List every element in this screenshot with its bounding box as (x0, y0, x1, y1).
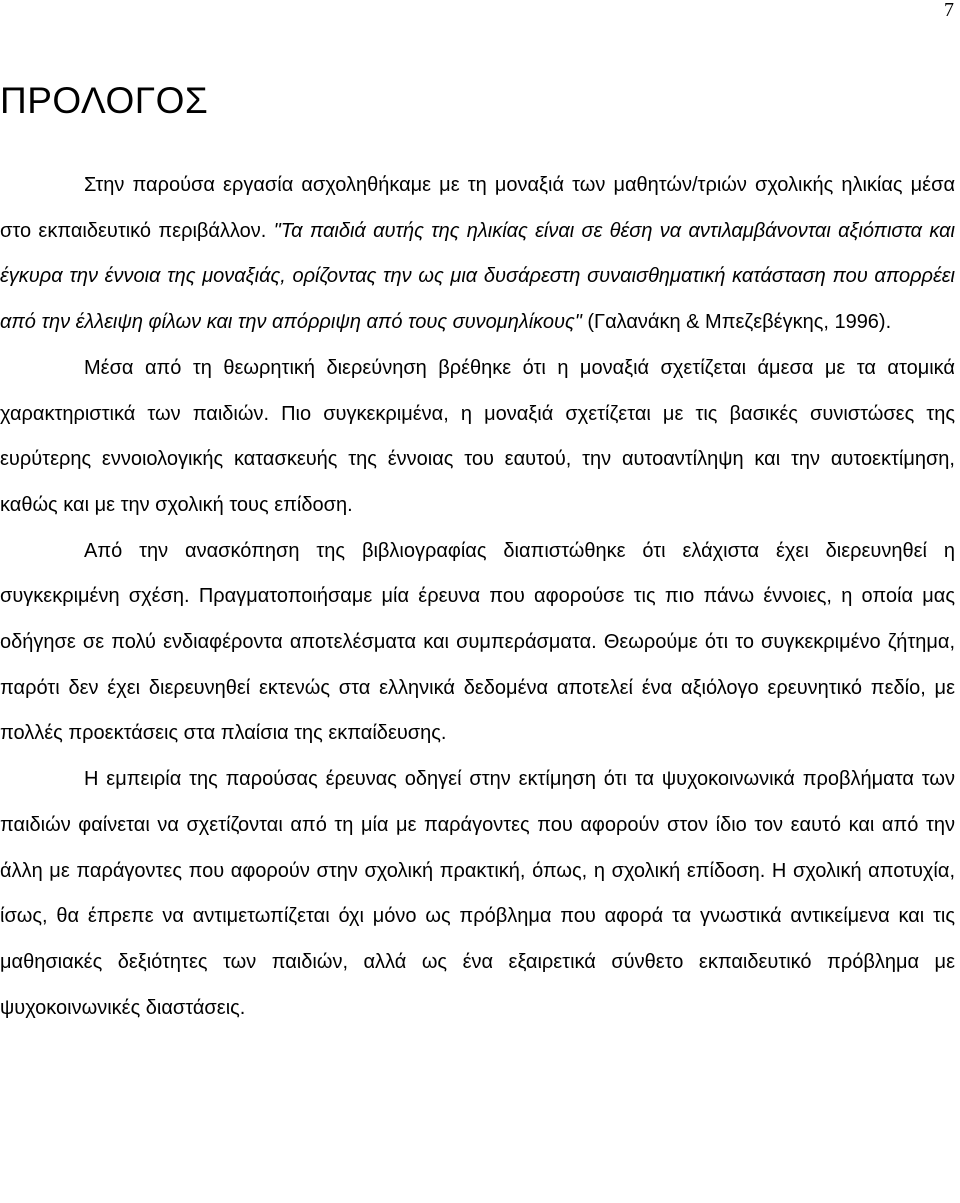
page-number: 7 (944, 0, 954, 21)
paragraph-theory: Μέσα από τη θεωρητική διερεύνηση βρέθηκε ότι η μοναξιά σχετίζεται άμεσα με τα ατομικά χαρακτηριστικά των παιδιών. Πιο συγκεκριμένα, η μοναξιά σχετίζεται με τις βασικές συνιστώσες της ευρύτερης εννοιολογικής κατασκευής της έννοιας του εαυτού, την αυτοαντίληψη και την αυτοεκτίμηση, καθώς και με την σχολική τους επίδοση. (0, 356, 955, 516)
quotation: "Τα παιδιά αυτής της ηλικίας είναι σε θέση να αντιλαμβάνονται αξιόπιστα και έγκυρα την έννοια της μοναξιάς, ορίζοντας την ως μια δυσάρεστη συναισθηματική κατάσταση που απορρέει από την έλλειψη φίλων και την απόρριψη από τους συνομηλίκους" (0, 219, 955, 334)
page-title: ΠΡΟΛΟΓΟΣ (0, 80, 209, 121)
paragraph-intro (0, 163, 955, 346)
paragraph-literature-review: Από την ανασκόπηση της βιβλιογραφίας διαπιστώθηκε ότι ελάχιστα έχει διερευνηθεί η συγκεκριμένη σχέση. Πραγματοποιήσαμε μία έρευνα που αφορούσε τις πιο πάνω έννοιες, η οποία μας οδήγησε σε πολύ ενδιαφέροντα αποτελέσματα και συμπεράσματα. Θεωρούμε ότι το συγκεκριμένο ζήτημα, παρότι δεν έχει διερευνηθεί εκτενώς στα ελληνικά δεδομένα αποτελεί ένα αξιόλογο ερευνητικό πεδίο, με πολλές προεκτάσεις στα πλαίσια της εκπαίδευσης. (0, 539, 955, 745)
document-body (0, 163, 955, 1031)
citation: (Γαλανάκη & Μπεζεβέγκης, 1996). (581, 311, 892, 334)
paragraph-experience: Η εμπειρία της παρούσας έρευνας οδηγεί στην εκτίμηση ότι τα ψυχοκοινωνικά προβλήματα των παιδιών φαίνεται να σχετίζονται από τη μία με παράγοντες που αφορούν στον ίδιο τον εαυτό και από την άλλη με παράγοντες που αφορούν στην σχολική πρακτική, όπως, η σχολική επίδοση. Η σχολική αποτυχία, ίσως, θα έπρεπε να αντιμετωπίζεται όχι μόνο ως πρόβλημα που αφορά τα γνωστικά αντικείμενα και τις μαθησιακές δεξιότητες των παιδιών, αλλά ως ένα εξαιρετικά σύνθετο εκπαιδευτικό πρόβλημα με ψυχοκοινωνικές διαστάσεις. (0, 768, 955, 1019)
paragraph-intro-text: Στην παρούσα εργασία ασχοληθήκαμε με τη μοναξιά των μαθητών/τριών σχολικής ηλικίας μέσα στο εκπαιδευτικό περιβάλλον. (0, 174, 955, 242)
